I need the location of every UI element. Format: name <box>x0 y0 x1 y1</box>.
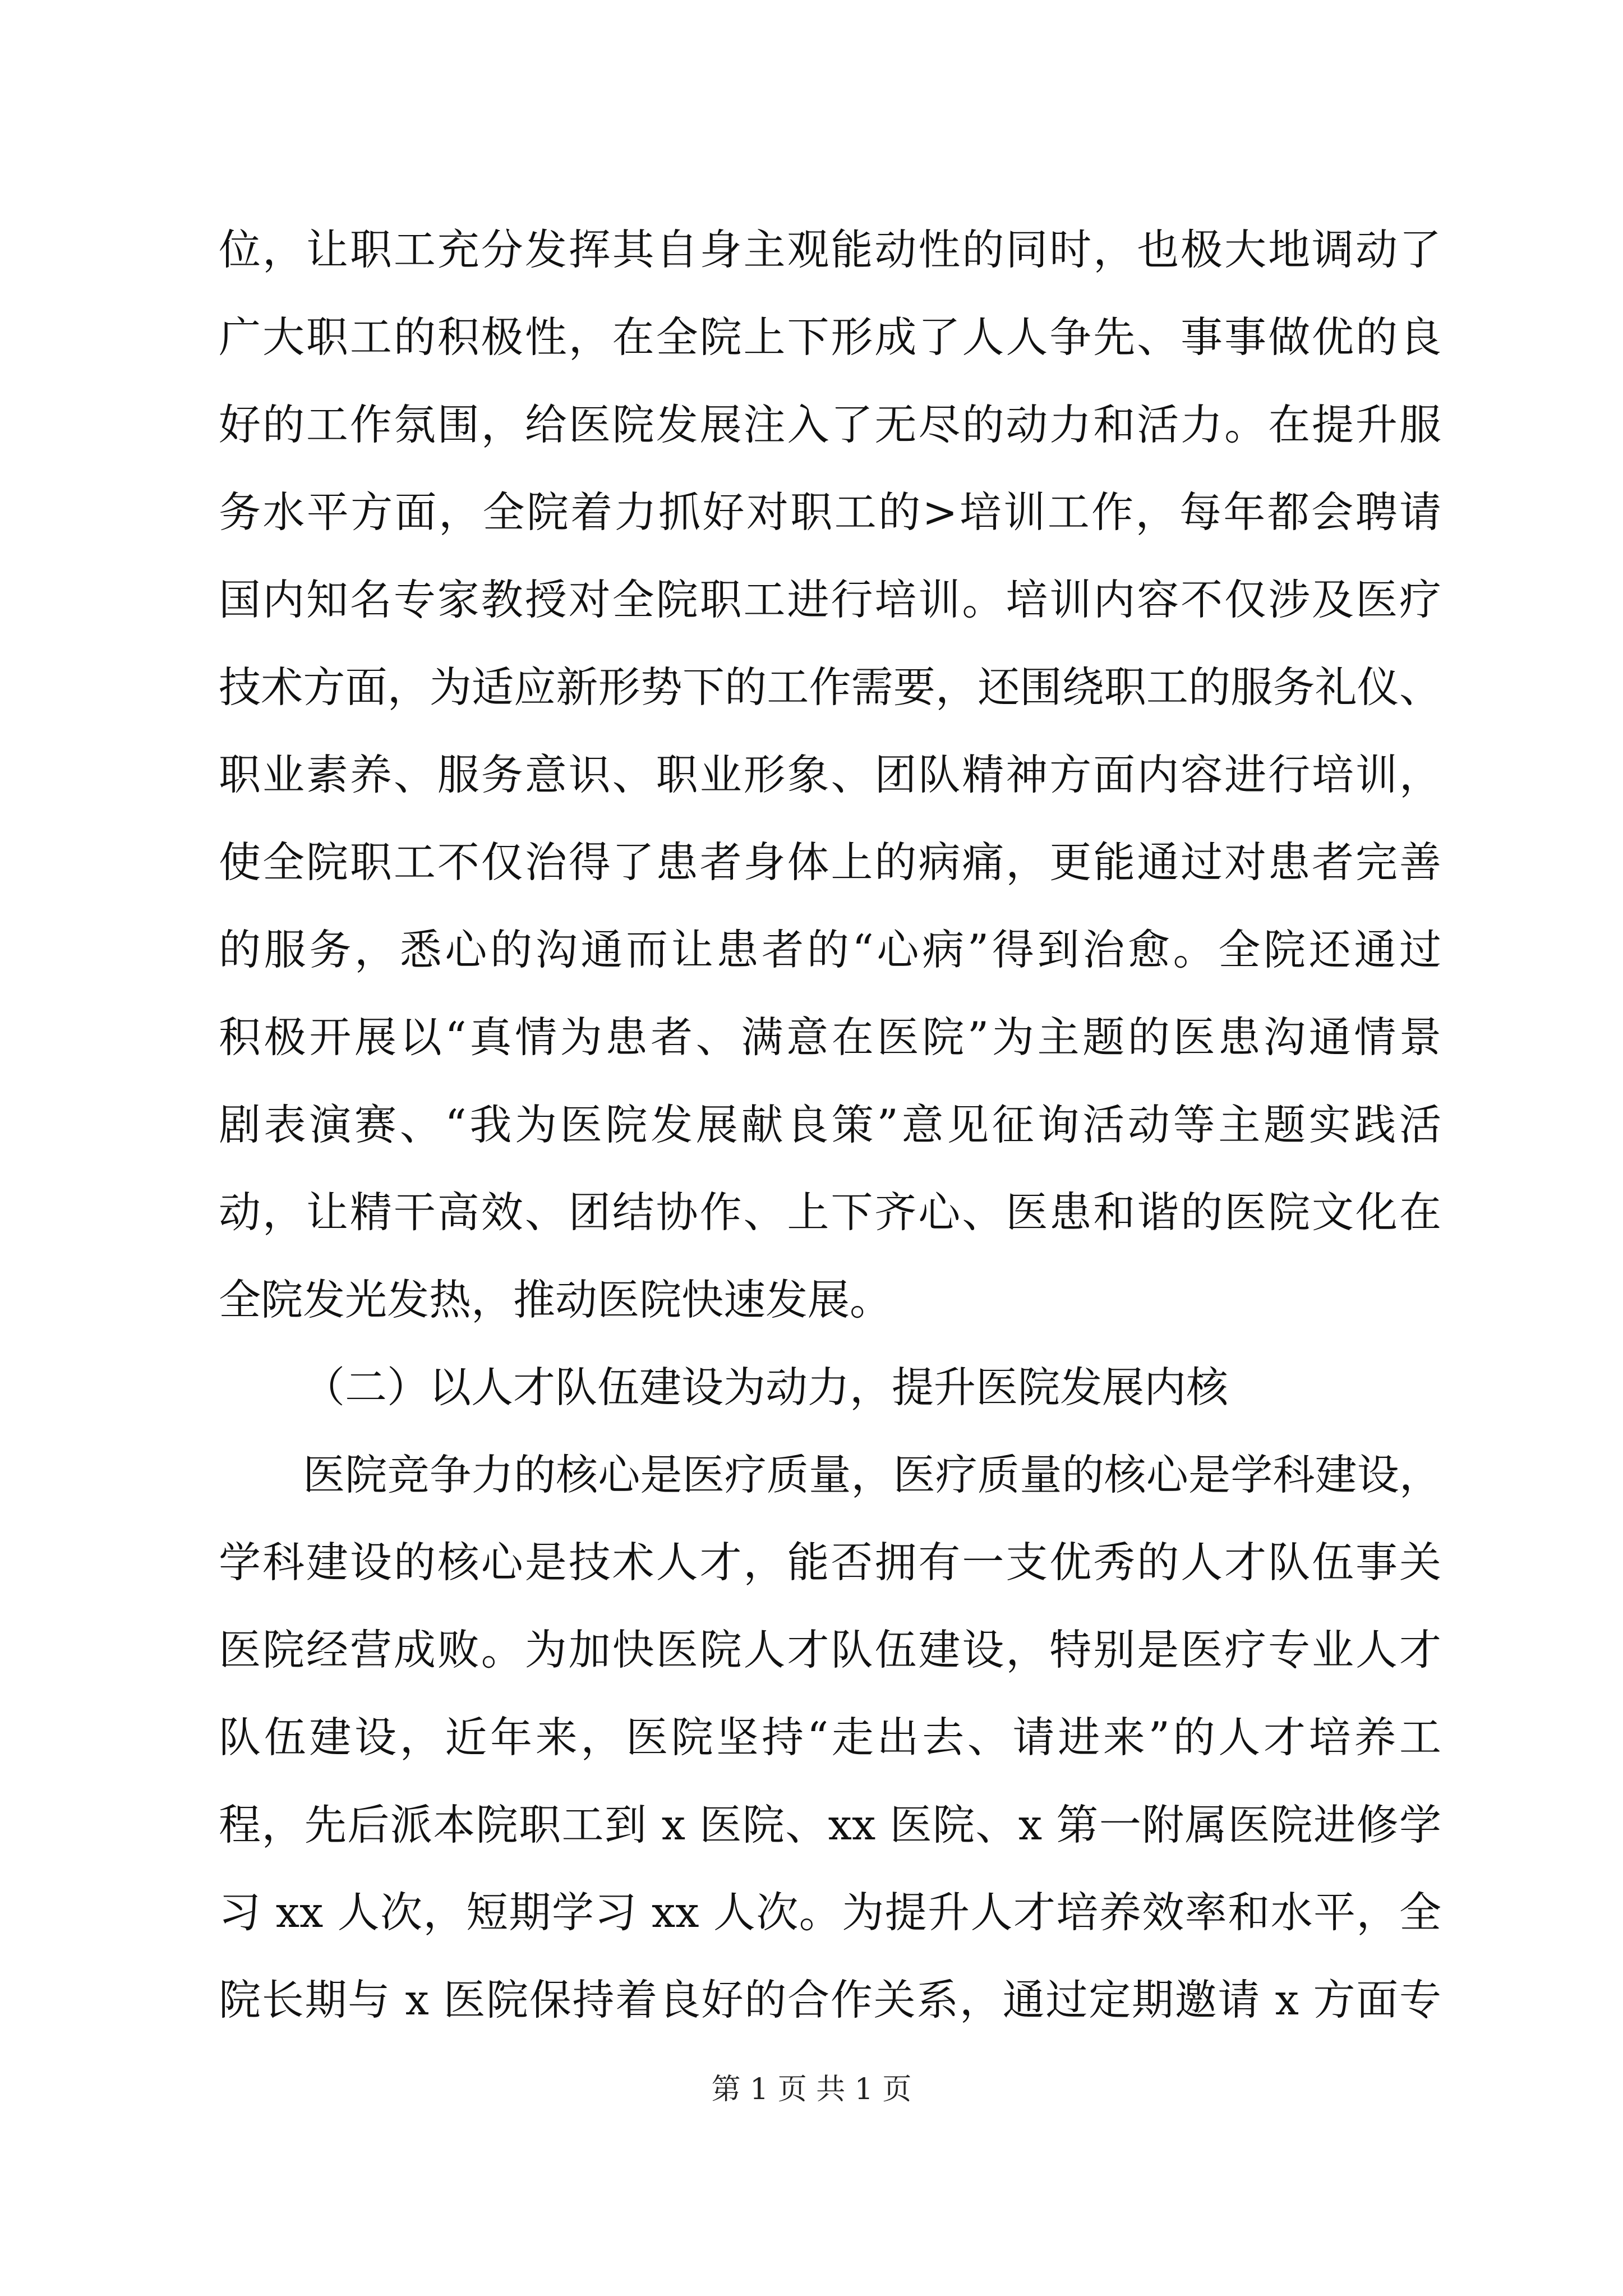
paragraph-1-line-8: 使全院职工不仅治得了患者身体上的病痛，更能通过对患者完善 <box>219 838 1441 887</box>
paragraph-2-line-6: 习 xx 人次，短期学习 xx 人次。为提升人才培养效率和水平，全 <box>219 1888 1441 1937</box>
paragraph-1-line-2: 广大职工的积极性，在全院上下形成了人人争先、事事做优的良 <box>219 312 1441 362</box>
paragraph-1-line-12: 动，让精干高效、团结协作、上下齐心、医患和谐的医院文化在 <box>219 1188 1441 1237</box>
paragraph-2-line-4: 队伍建设，近年来，医院坚持“走出去、请进来”的人才培养工 <box>219 1713 1441 1762</box>
paragraph-1-line-1: 位，让职工充分发挥其自身主观能动性的同时，也极大地调动了 <box>219 225 1441 274</box>
paragraph-1-line-11: 剧表演赛、“我为医院发展献良策”意见征询活动等主题实践活 <box>219 1100 1441 1149</box>
paragraph-2-line-5: 程，先后派本院职工到 x 医院、xx 医院、x 第一附属医院进修学 <box>219 1800 1441 1849</box>
paragraph-2-line-2: 学科建设的核心是技术人才，能否拥有一支优秀的人才队伍事关 <box>219 1538 1441 1587</box>
paragraph-1-line-7: 职业素养、服务意识、职业形象、团队精神方面内容进行培训， <box>219 750 1441 799</box>
paragraph-1-line-9: 的服务，悉心的沟通而让患者的“心病”得到治愈。全院还通过 <box>219 925 1441 974</box>
paragraph-1-line-3: 好的工作氛围，给医院发展注入了无尽的动力和活力。在提升服 <box>219 400 1441 449</box>
paragraph-1-line-10: 积极开展以“真情为患者、满意在医院”为主题的医患沟通情景 <box>219 1013 1441 1062</box>
page-footer: 第 1 页 共 1 页 <box>711 2073 912 2106</box>
paragraph-1-line-13: 全院发光发热，推动医院快速发展。 <box>219 1275 892 1324</box>
paragraph-2-line-7: 院长期与 x 医院保持着良好的合作关系，通过定期邀请 x 方面专 <box>219 1975 1441 2024</box>
paragraph-2-line-1: 医院竞争力的核心是医疗质量，医疗质量的核心是学科建设， <box>303 1450 1441 1499</box>
paragraph-1-line-6: 技术方面，为适应新形势下的工作需要，还围绕职工的服务礼仪、 <box>219 662 1441 712</box>
section-heading: （二）以人才队伍建设为动力，提升医院发展内核 <box>303 1363 1229 1412</box>
paragraph-2-line-3: 医院经营成败。为加快医院人才队伍建设，特别是医疗专业人才 <box>219 1625 1441 1674</box>
paragraph-1-line-4: 务水平方面，全院着力抓好对职工的>培训工作，每年都会聘请 <box>219 487 1441 537</box>
paragraph-1-line-5: 国内知名专家教授对全院职工进行培训。培训内容不仅涉及医疗 <box>219 575 1441 624</box>
